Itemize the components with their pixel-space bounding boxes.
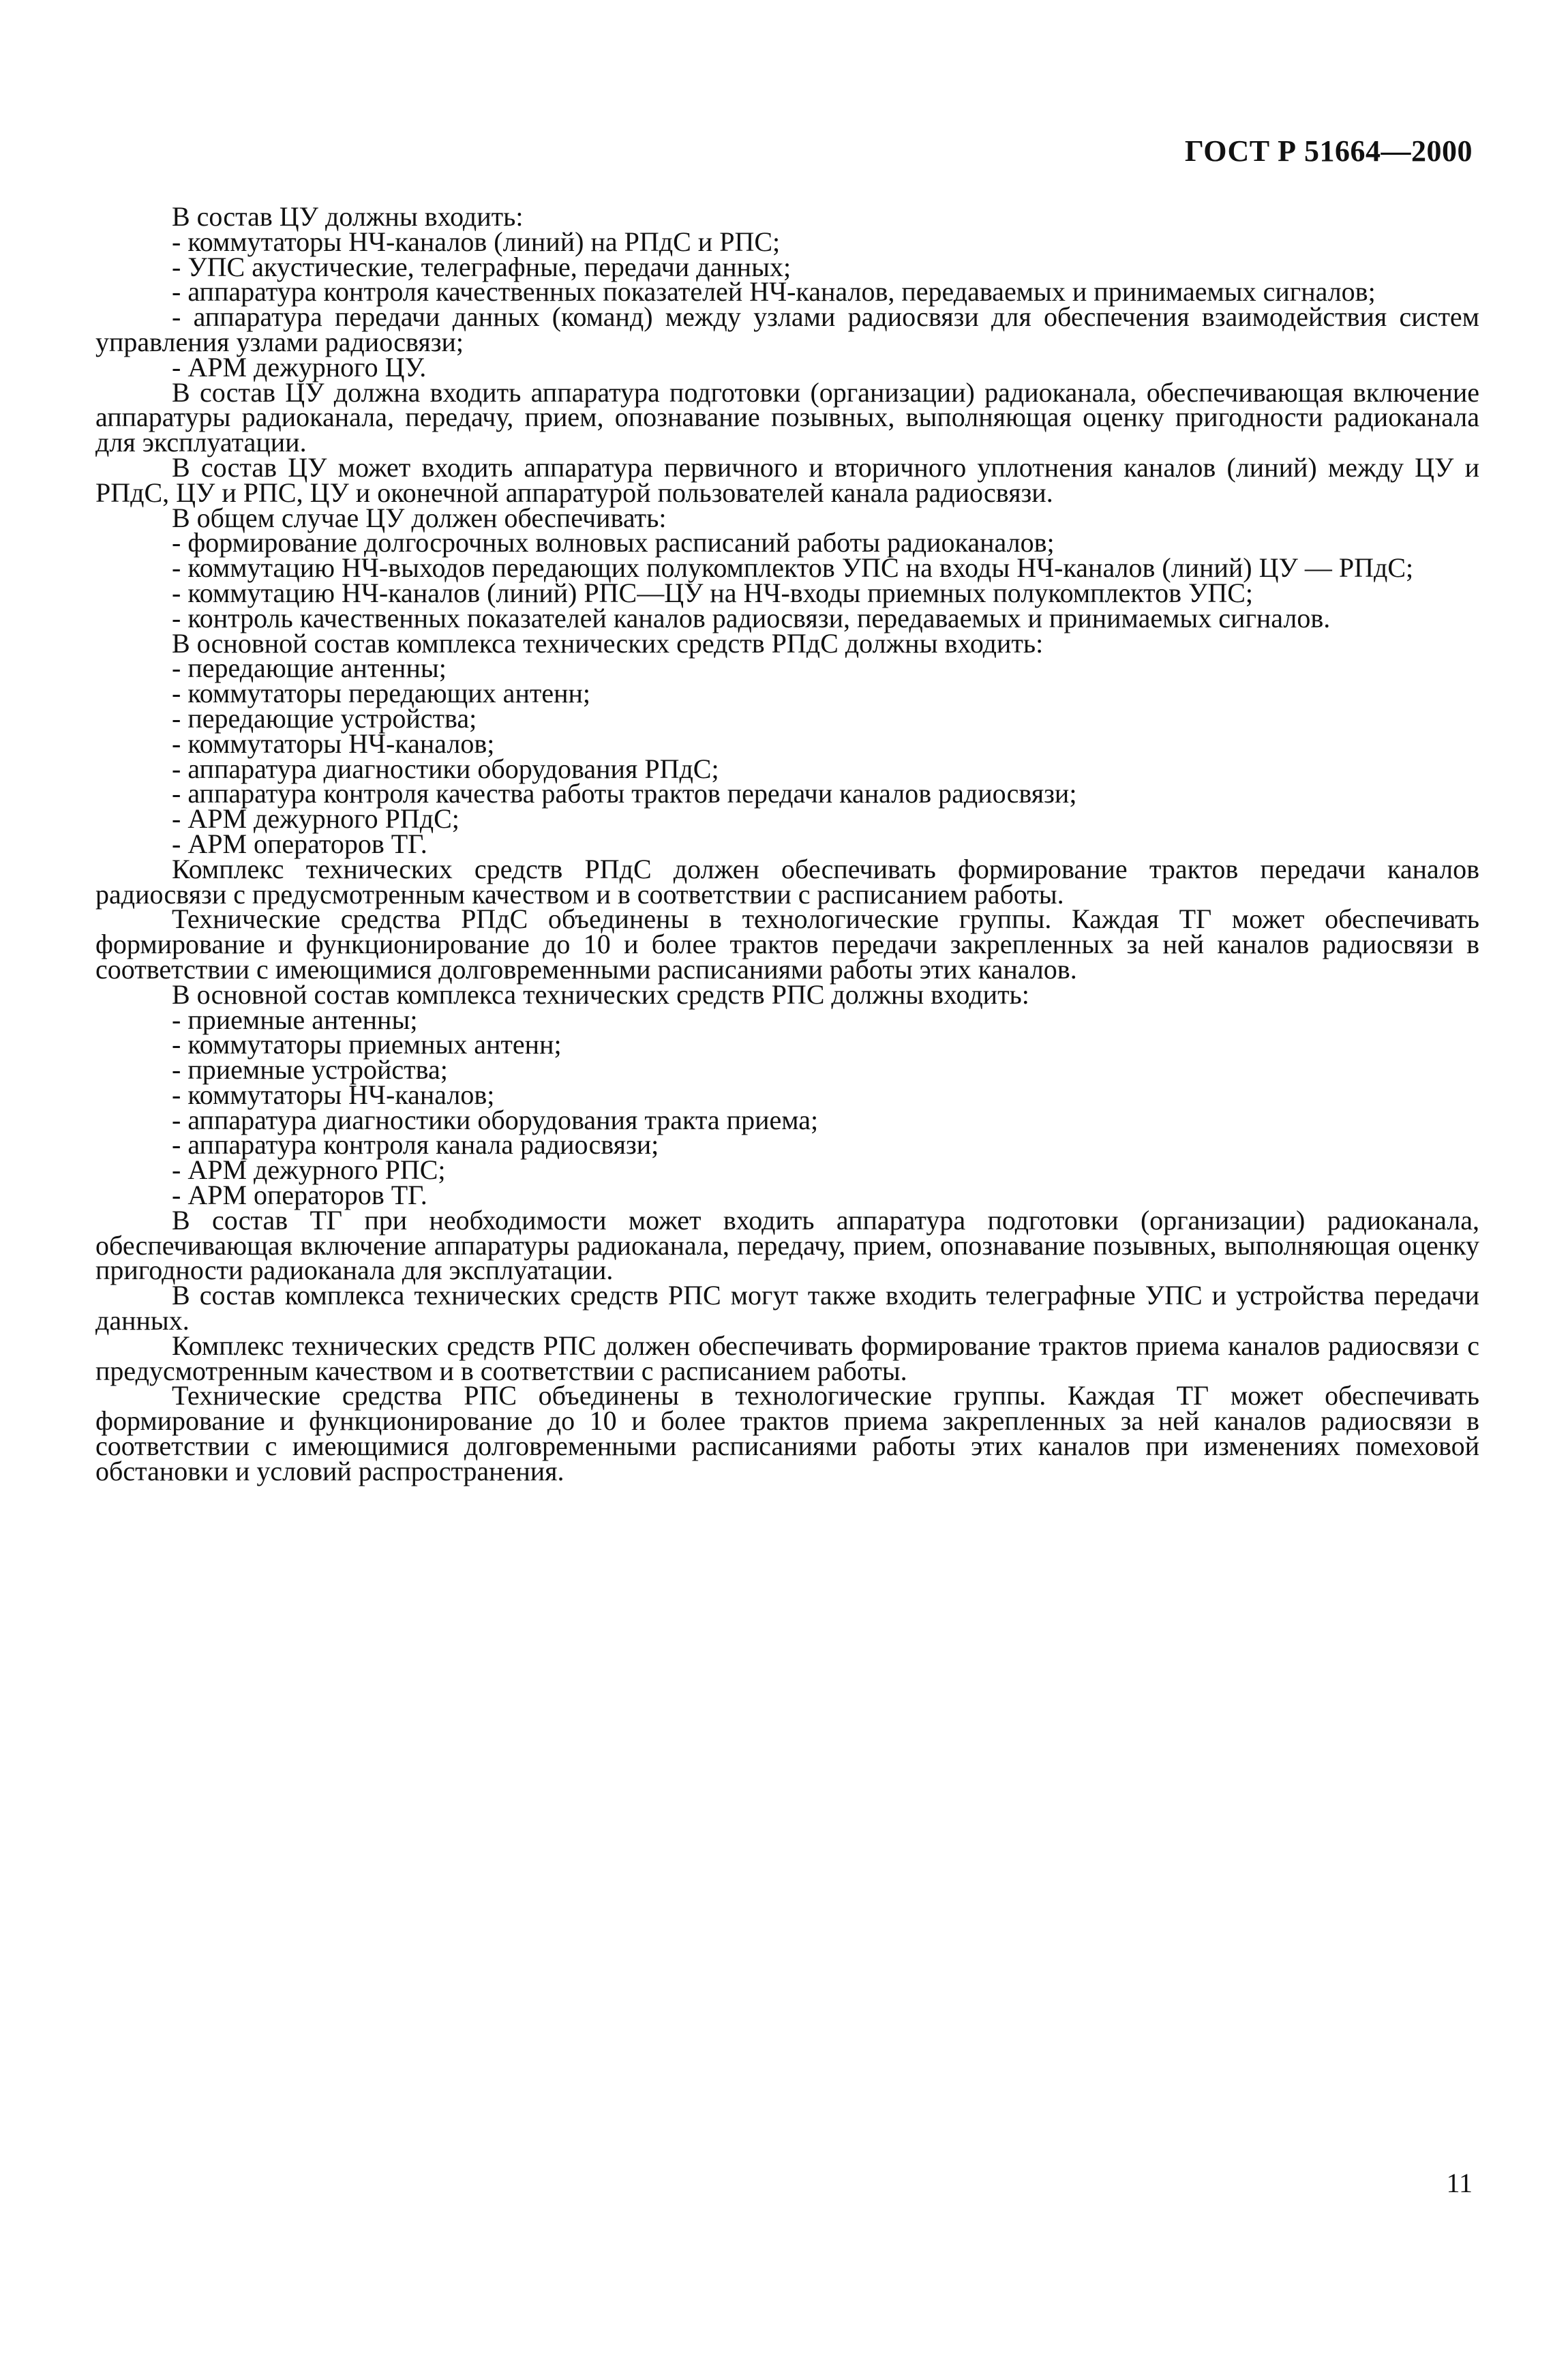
paragraph: - коммутаторы приемных антенн; bbox=[172, 1029, 562, 1060]
paragraph: - коммутацию НЧ-каналов (линий) РПС—ЦУ на НЧ-входы приемных полукомплектов УПС; bbox=[172, 577, 1254, 608]
paragraph: В общем случае ЦУ должен обеспечивать: bbox=[172, 502, 667, 533]
paragraph: - коммутаторы НЧ-каналов; bbox=[172, 728, 495, 759]
paragraph: В состав ЦУ должна входить аппаратура подготовки (организации) радиоканала, обеспечивающая включение аппаратуры радиоканала, передачу, прием, опознавание позывных, выполняющая оценку пригодности радиоканала для эксплуатации. bbox=[95, 376, 1479, 458]
paragraph: Комплекс технических средств РПС должен обеспечивать формирование трактов приема каналов радиосвязи с предусмотренным качеством и в соответствии с расписанием работы. bbox=[95, 1330, 1479, 1386]
paragraph: - коммутаторы НЧ-каналов (линий) на РПдС и РПС; bbox=[172, 226, 781, 257]
paragraph: Технические средства РПдС объединены в технологические группы. Каждая ТГ может обеспечивать формирование и функционирование до 10 и более трактов передачи закрепленных за ней каналов радиосвязи в соответствии с имеющимися долговременными расписаниями работы этих каналов. bbox=[95, 903, 1479, 985]
body-text bbox=[95, 201, 1479, 1486]
paragraph: В состав ТГ при необходимости может входить аппаратура подготовки (организации) радиоканала, обеспечивающая включение аппаратуры радиоканала, передачу, прием, опознавание позывных, выполняющая оценку пригодности радиоканала для эксплуатации. bbox=[95, 1204, 1479, 1286]
paragraph: - АРМ дежурного ЦУ. bbox=[172, 351, 427, 383]
paragraph: - АРМ дежурного РПдС; bbox=[172, 803, 459, 835]
paragraph: - коммутацию НЧ-выходов передающих полукомплектов УПС на входы НЧ-каналов (линий) ЦУ — РПдС; bbox=[172, 552, 1414, 584]
paragraph: В основной состав комплекса технических средств РПС должны входить: bbox=[172, 978, 1029, 1010]
paragraph: - передающие антенны; bbox=[172, 653, 447, 684]
paragraph: - АРМ операторов ТГ. bbox=[172, 828, 427, 859]
paragraph: - формирование долгосрочных волновых расписаний работы радиоканалов; bbox=[172, 527, 1055, 558]
paragraph: В состав ЦУ может входить аппаратура первичного и вторичного уплотнения каналов (линий) между ЦУ и РПдС, ЦУ и РПС, ЦУ и оконечной аппаратурой пользователей канала радиосвязи. bbox=[95, 451, 1479, 508]
paragraph: - коммутаторы НЧ-каналов; bbox=[172, 1079, 495, 1110]
page-number: 11 bbox=[1446, 2168, 1473, 2198]
paragraph: - коммутаторы передающих антенн; bbox=[172, 678, 591, 709]
paragraph: - приемные устройства; bbox=[172, 1054, 448, 1086]
paragraph: - УПС акустические, телеграфные, передачи данных; bbox=[172, 251, 791, 282]
paragraph: - аппаратура контроля качества работы трактов передачи каналов радиосвязи; bbox=[172, 778, 1077, 809]
paragraph: В состав комплекса технических средств РПС могут также входить телеграфные УПС и устройства передачи данных. bbox=[95, 1280, 1479, 1336]
paragraph: - передающие устройства; bbox=[172, 702, 477, 734]
paragraph: - контроль качественных показателей каналов радиосвязи, передаваемых и принимаемых сигналов. bbox=[172, 602, 1331, 633]
paragraph: В основной состав комплекса технических средств РПдС должны входить: bbox=[172, 627, 1044, 659]
paragraph: - аппаратура контроля канала радиосвязи; bbox=[172, 1129, 659, 1161]
paragraph: В состав ЦУ должны входить: bbox=[172, 201, 524, 232]
paragraph: - аппаратура передачи данных (команд) между узлами радиосвязи для обеспечения взаимодействия систем управления узлами радиосвязи; bbox=[95, 301, 1479, 357]
paragraph: - АРМ дежурного РПС; bbox=[172, 1154, 446, 1186]
paragraph: Комплекс технических средств РПдС должен обеспечивать формирование трактов передачи каналов радиосвязи с предусмотренным качеством и в соответствии с расписанием работы. bbox=[95, 853, 1479, 910]
document-code-header: ГОСТ Р 51664—2000 bbox=[1184, 134, 1473, 168]
paragraph: Технические средства РПС объединены в технологические группы. Каждая ТГ может обеспечивать формирование и функционирование до 10 и более трактов приема закрепленных за ней каналов радиосвязи в соответствии с имеющимися долговременными расписаниями работы этих каналов при изменениях помеховой обстановки и условий распространения. bbox=[95, 1380, 1479, 1486]
paragraph: - АРМ операторов ТГ. bbox=[172, 1180, 427, 1211]
paragraph: - аппаратура контроля качественных показателей НЧ-каналов, передаваемых и принимаемых сигналов; bbox=[172, 276, 1376, 308]
paragraph: - аппаратура диагностики оборудования тракта приема; bbox=[172, 1104, 819, 1135]
paragraph: - приемные антенны; bbox=[172, 1004, 418, 1035]
paragraph: - аппаратура диагностики оборудования РПдС; bbox=[172, 753, 719, 784]
